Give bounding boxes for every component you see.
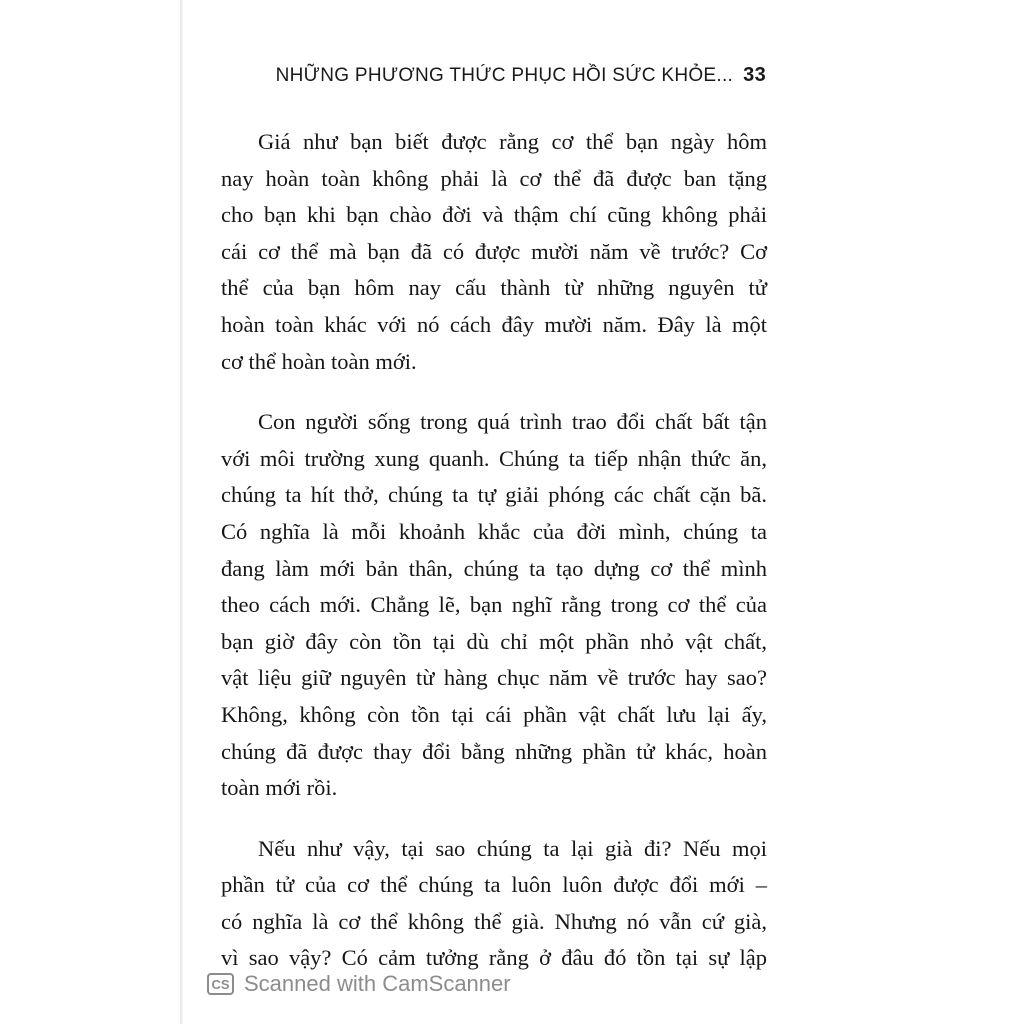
text-line: bạn giờ đây còn tồn tại dù chỉ một phần nhỏ vật chất, xyxy=(221,628,767,654)
text-line: đang làm mới bản thân, chúng ta tạo dựng cơ thể mình xyxy=(221,555,767,581)
text-line: Nếu như vậy, tại sao chúng ta lại già đi? Nếu mọi xyxy=(258,835,767,861)
text-line: chúng ta hít thở, chúng ta tự giải phóng các chất cặn bã. xyxy=(221,482,767,508)
paragraph-1 xyxy=(221,124,767,380)
text-line: toàn mới rồi. xyxy=(221,775,338,801)
text-line: cơ thể hoàn toàn mới. xyxy=(221,348,417,374)
running-header xyxy=(276,64,766,87)
camscanner-logo-icon: CS xyxy=(207,973,234,995)
text-line: cái cơ thể mà bạn đã có được mười năm về trước? Cơ xyxy=(221,238,767,264)
body-text xyxy=(221,124,767,1001)
text-line: theo cách mới. Chẳng lẽ, bạn nghĩ rằng trong cơ thể của xyxy=(221,592,767,618)
text-line: cho bạn khi bạn chào đời và thậm chí cũng không phải xyxy=(221,202,767,228)
camscanner-watermark xyxy=(207,971,511,997)
text-line: vật liệu giữ nguyên từ hàng chục năm về trước hay sao? xyxy=(221,665,767,691)
text-line: Giá như bạn biết được rằng cơ thể bạn ngày hôm xyxy=(258,129,767,154)
page-number: 33 xyxy=(743,64,766,86)
watermark-text: Scanned with CamScanner xyxy=(244,971,511,996)
text-line: hoàn toàn khác với nó cách đây mười năm. Đây là một xyxy=(221,311,767,337)
text-line: thể của bạn hôm nay cấu thành từ những nguyên tử xyxy=(221,275,767,301)
text-line: vì sao vậy? Có cảm tưởng rằng ở đâu đó tồn tại sự lập xyxy=(221,945,767,971)
running-title: NHỮNG PHƯƠNG THỨC PHỤC HỒI SỨC KHỎE... xyxy=(275,65,734,86)
paragraph-2 xyxy=(221,404,767,807)
page-spine-edge xyxy=(180,0,183,1024)
text-line: Con người sống trong quá trình trao đổi chất bất tận xyxy=(258,409,767,435)
text-line: với môi trường xung quanh. Chúng ta tiếp nhận thức ăn, xyxy=(221,445,767,471)
text-line: Không, không còn tồn tại cái phần vật chất lưu lại ấy, xyxy=(221,701,767,727)
text-line: nay hoàn toàn không phải là cơ thể đã được ban tặng xyxy=(221,165,767,191)
paragraph-3 xyxy=(221,831,767,977)
text-line: chúng đã được thay đổi bằng những phần tử khác, hoàn xyxy=(221,738,767,764)
text-line: phần tử của cơ thể chúng ta luôn luôn được đổi mới – xyxy=(221,872,767,898)
text-line: Có nghĩa là mỗi khoảnh khắc của đời mình, chúng ta xyxy=(221,518,767,544)
text-line: có nghĩa là cơ thể không thể già. Nhưng nó vẫn cứ già, xyxy=(221,908,767,934)
